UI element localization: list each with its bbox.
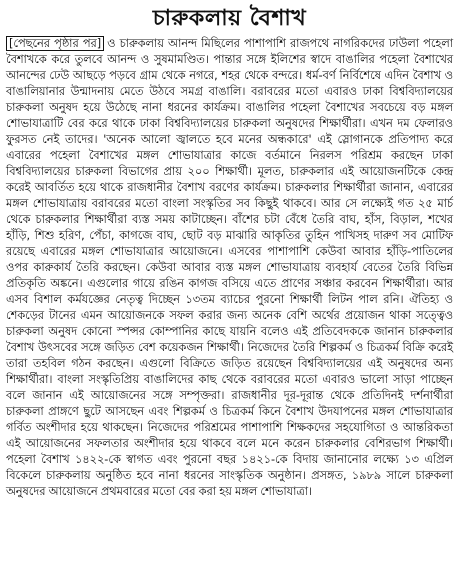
article-body <box>6 36 453 500</box>
article-text: ও চারুকলায় আনন্দ মিছিলের পাশাপাশি রাজপথে নাগরিকদের ঢাউলা পহেলা বৈশাখকে করে তুলবে আনন্দ ও সুষমামণ্ডিত। পান্তার সঙ্গে ইলিশের স্বাদে বাঙালির পহেলা বৈশাখের আনন্দের ঢেউ আছড়ে পড়বে গ্রাম থেকে নগরে, শহর থেকে বন্দরে। ধর্ম-বর্ণ নির্বিশেষে এদিন বৈশাখ ও বাঙালিয়ানার উন্মাদনায় মেতে উঠবে সমগ্র বাঙালি। বরাবরের মতো এবারও ঢাকা বিশ্ববিদ্যালয়ের চারুকলা অনুষদ হয়ে উঠেছে নানা ধরনের কার্যক্রম। বাঙালির পহেলা বৈশাখের সবচেয়ে বড় মঙ্গল শোভাযাত্রাটি বের করে থাকে ঢাকা বিশ্ববিদ্যালয়ের চারুকলা অনুষদের শিক্ষার্থীরা। এখন দম ফেলারও ফুরসত নেই তাদের। 'অনেক আলো জ্বালতে হবে মনের অন্ধকারে' এই স্লোগানকে প্রতিপাদ্য করে এবারের পহেলা বৈশাখের মঙ্গল শোভাযাত্রার কাজে বর্তমানে নিরলস পরিশ্রম করছেন ঢাকা বিশ্ববিদ্যালয়ের চারুকলা বিভাগের প্রায় ২০০ শিক্ষার্থী। মূলত, চারুকলার এই আয়োজনটিকে কেন্দ্র করেই আবর্তিত হয়ে থাকে রাজধানীর বৈশাখ বরণের কার্যক্রম। চারুকলার শিক্ষার্থীরা জানান, এবারের মঙ্গল শোভাযাত্রায় বরাবরের মতো বাংলা সংস্কৃতির সব কিছুই থাকবে। আর সে লক্ষ্যেই গত ২৫ মার্চ থেকে চারুকলার শিক্ষার্থীরা ব্যস্ত সময় কাটাচ্ছেন। বাঁশের চটা বেঁধে তৈরি বাঘ, হাঁস, বিড়াল, শখের হাঁড়ি, শিশু হরিণ, পেঁচা, কাগজে বাঘ, ছোট বড় মাঝারি আকৃতির তুহিন পাখিসহ দারুণ সব মোটিফ রয়েছে এবারের মঙ্গল শোভাযাত্রার আয়োজনে। এসবের পাশাপাশি কেউবা আবার হাঁড়ি-পাতিলের ওপর কারুকার্য তৈরি করছেন। কেউবা আবার ব্যস্ত মঙ্গল শোভাযাত্রায় ব্যবহার্য বেতের তৈরি বিভিন্ন প্রতিকৃতি অঙ্কনে। এগুলোর গায়ে রঙিন কাগজ বসিয়ে এতে প্রাণের সঞ্চার করবেন শিক্ষার্থীরা। আর এসব বিশাল কর্মযজ্ঞের নেতৃত্ব দিচ্ছেন ১৩তম ব্যাচের পুরনো শিক্ষার্থী লিটন পাল রনি। ঐতিহ্য ও শেকড়ের টানের এমন আয়োজনকে সফল করার জন্য অনেক বেশি অর্থের প্রয়োজন থাকা সত্ত্বেও চারুকলা অনুষদ কোনো স্পন্সর কোম্পানির কাছে যায়নি বলেও এই প্রতিবেদককে জানান চারুকলার বৈশাখ উৎসবের সঙ্গে জড়িত বেশ কয়েকজন শিক্ষার্থী। নিজেদের তৈরি শিল্পকর্ম ও চিত্রকর্ম বিক্রি করেই তারা তহবিল গঠন করছেন। এগুলো বিক্রিতে জড়িত রয়েছেন বিশ্ববিদ্যালয়ের এই অনুষদের অন্য শিক্ষার্থীরা। বাংলা সংস্কৃতিপ্রিয় বাঙালিদের কাছ থেকে বরাবরের মতো এবারও ভালো সাড়া পাচ্ছেন বলে জানান এই আয়োজনের সঙ্গে সম্পৃক্তরা। রাজধানীর দূর-দূরান্ত থেকে প্রতিদিনই দর্শনার্থীরা চারুকলা প্রাঙ্গণে ছুটে আসছেন এবং শিল্পকর্ম ও চিত্রকর্ম কিনে বৈশাখ উদযাপনের মঙ্গল শোভাযাত্রার গর্বিত অংশীদার হয়ে থাকছেন। নিজেদের পরিশ্রমের পাশাপাশি শিক্ষকদের সহযোগিতা ও আন্তরিকতা এই আয়োজনের সফলতার অংশীদার হয়ে থাকবে বলে মনে করেন চারুকলার বেশিরভাগ শিক্ষার্থী। পহেলা বৈশাখ ১৪২২-কে স্বাগত এবং পুরনো বছর ১৪২১-কে বিদায় জানানোর লক্ষ্যে ১৩ এপ্রিল বিকেলে চারুকলায় অনুষ্ঠিত হবে নানা ধরনের সাংস্কৃতিক অনুষ্ঠান। প্রসঙ্গত, ১৯৮৯ সালে চারুকলা অনুষদের আয়োজনে প্রথমবারের মতো বের করা হয় মঙ্গল শোভাযাত্রা। <box>6 37 453 498</box>
article-headline: চারুকলায় বৈশাখ <box>152 6 307 31</box>
continuation-label: [পেছনের পৃষ্ঠার পর] <box>6 36 104 51</box>
